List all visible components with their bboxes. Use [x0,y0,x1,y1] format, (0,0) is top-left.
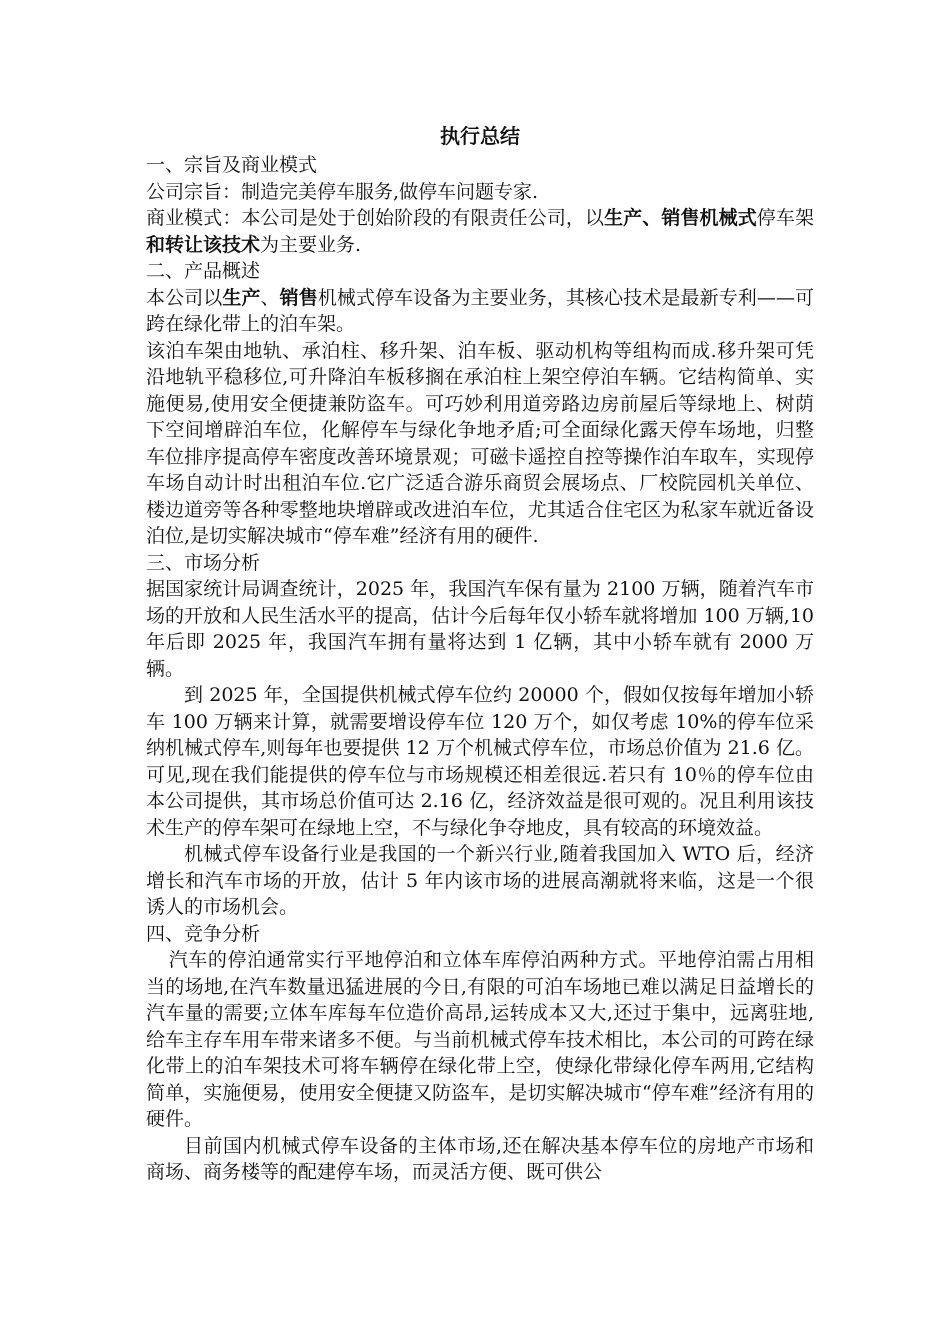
market-analysis-paragraph-3: 机械式停车设备行业是我国的一个新兴行业,随着我国加入 WTO 后，经济增长和汽车市场的开放，估计 5 年内该市场的进展高潮就将来临，这是一个很诱人的市场机会。 [146,843,814,918]
section-heading-purpose: 一、宗旨及商业模式 [146,154,318,176]
product-p1-separator: 、 [260,286,280,309]
business-model-suffix: 为主要业务. [260,233,362,256]
company-purpose-paragraph: 公司宗旨：制造完美停车服务,做停车问题专家. [146,180,539,203]
competition-analysis-paragraph-2: 目前国内机械式停车设备的主体市场,还在解决基本停车位的房地产市场和商场、商务楼等的配建停车场，而灵活方便、既可供公 [146,1134,814,1183]
product-overview-paragraph-2: 该泊车架由地轨、承泊柱、移升架、泊车板、驱动机构等组构而成.移升架可凭沿地轨平稳移位,可升降泊车板移搁在承泊柱上架空停泊车辆。它结构简单、实施便易,使用安全便捷兼防盗车。可巧妙利用道旁路边房前屋后等绿地上、树荫下空间增辟泊车位，化解停车与绿化争地矛盾;可全面绿化露天停车场地，归整车位排序提高停车密度改善环境景观；可磁卡遥控自控等操作泊车取车，实现停车场自动计时出租泊车位.它广泛适合游乐商贸会展场点、厂校院园机关单位、楼边道旁等各种零整地块增辟或改进泊车位，尤其适合住宅区为私家车就近备设泊位,是切实解决城市“停车难”经济有用的硬件. [146,339,814,547]
section-heading-market: 三、市场分析 [146,551,261,574]
product-p1-bold-production: 生产 [222,286,261,309]
business-model-prefix: 商业模式：本公司是处于创始阶段的有限责任公司，以 [146,207,605,229]
document-body [146,120,814,1186]
business-model-bold-transfer: 和转让该技术 [146,233,261,256]
product-p1-suffix: 机械式停车设备为主要业务，其核心技术是最新专利——可跨在绿化带上的泊车架。 [146,286,814,335]
business-model-mid: 停车架 [756,207,814,229]
market-analysis-paragraph-2: 到 2025 年，全国提供机械式停车位约 20000 个，假如仅按每年增加小轿车 100 万辆来计算，就需要增设停车位 120 万个，如仅考虑 10%的停车位采纳机械式停车,则每年也要提供 12 万个机械式停车位，市场总价值为 21.6 亿。可见,现在我们能提供的停车位与市场规模还相差很远.若只有 10％的停车位由本公司提供，其市场总价值可达 2.16 亿，经济效益是很可观的。况且利用该技术生产的停车架可在绿地上空，不与绿化争夺地皮，具有较高的环境效益。 [146,684,814,839]
section-heading-competition: 四、竞争分析 [146,922,261,945]
competition-analysis-paragraph-1: 汽车的停泊通常实行平地停泊和立体车库停泊两种方式。平地停泊需占用相当的场地,在汽车数量迅猛进展的今日,有限的可泊车场地已难以满足日益增长的汽车量的需要;立体车库每车位造价高昂,运转成本又大,还过于集中，远离驻地,给车主存车用车带来诸多不便。与当前机械式停车技术相比，本公司的可跨在绿化带上的泊车架技术可将车辆停在绿化带上空，使绿化带绿化停车两用,它结构简单，实施便易，使用安全便捷又防盗车，是切实解决城市“停车难”经济有用的硬件。 [146,949,814,1130]
market-analysis-paragraph-1: 据国家统计局调查统计，2025 年，我国汽车保有量为 2100 万辆，随着汽车市场的开放和人民生活水平的提高，估计今后每年仅小轿车就将增加 100 万辆,10 年后即 2025 年，我国汽车拥有量将达到 1 亿辆，其中小轿车就有 2000 万辆。 [146,578,814,680]
document-title: 执行总结 [440,124,520,148]
product-overview-paragraph-1 [146,285,814,338]
section-heading-product: 二、产品概述 [146,260,261,282]
product-p1-prefix: 本公司以 [146,286,223,309]
business-model-bold-production: 生产、销售机械式 [604,207,757,229]
product-p1-bold-sales: 销售 [279,286,318,309]
business-model-paragraph [146,205,814,258]
